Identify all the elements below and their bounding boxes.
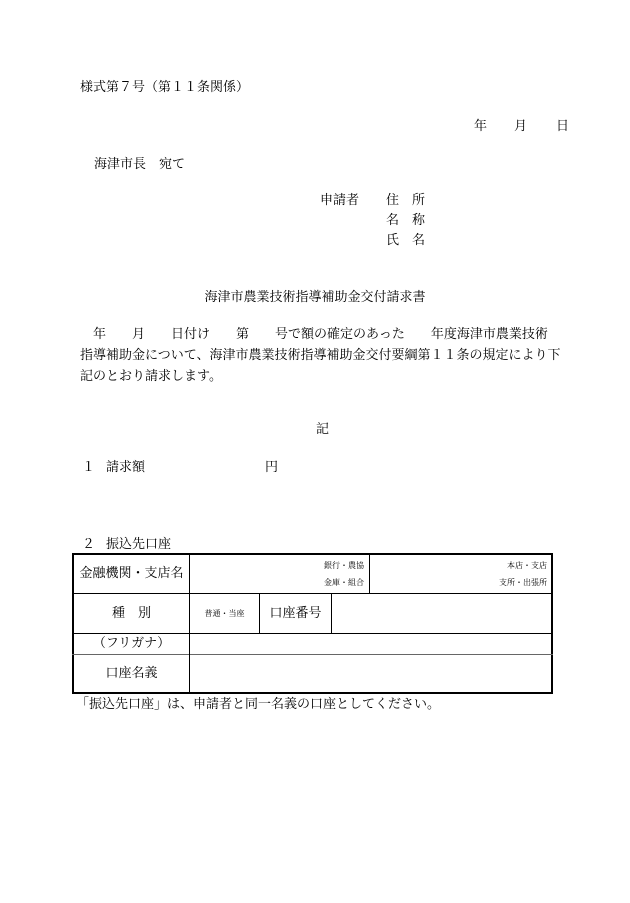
- bank-type-1: 銀行・農協: [324, 561, 364, 570]
- section1-unit: 円: [265, 460, 279, 475]
- account-holder-label: 口座名義: [105, 666, 158, 681]
- applicant-org-name-label: 名 称: [386, 213, 426, 228]
- document-title: 海津市農業技術指導補助金交付請求書: [204, 290, 426, 305]
- bank-label: 金融機関・支店名: [79, 566, 184, 581]
- ki-heading: 記: [316, 422, 330, 437]
- table-col-rule-main: [189, 553, 190, 694]
- date-month: 月: [514, 119, 528, 134]
- applicant-person-name-label: 氏 名: [386, 233, 426, 248]
- addressee: 海津市長 宛て: [94, 157, 186, 172]
- body-line-2: 指導補助金について、海津市農業技術指導補助金交付要綱第１１条の規定により下: [80, 348, 561, 363]
- kind-label: 種 別: [111, 606, 151, 621]
- branch-type-1: 本店・支店: [507, 561, 547, 570]
- account-note: 「振込先口座」は、申請者と同一名義の口座としてください。: [76, 697, 441, 712]
- account-number-label: 口座番号: [269, 606, 322, 621]
- date-year: 年: [474, 119, 488, 134]
- body-line-3: 記のとおり請求します。: [80, 369, 222, 384]
- section1-label: 請求額: [106, 460, 146, 475]
- body-line-1: 年 月 日付け 第 号で額の確定のあった 年度海津市農業技術: [80, 327, 548, 342]
- table-border-top: [72, 553, 553, 555]
- kind-value: 普通・当座: [204, 609, 245, 618]
- table-rule-1: [72, 593, 553, 594]
- date-day: 日: [556, 119, 570, 134]
- branch-type-2: 支所・出張所: [499, 578, 547, 587]
- table-rule-3: [72, 654, 553, 655]
- section2-number: ２: [82, 537, 96, 552]
- applicant-address-label: 住 所: [386, 193, 426, 208]
- form-number: 様式第７号（第１１条関係）: [80, 80, 250, 95]
- table-border-bottom: [72, 692, 553, 694]
- table-col-rule-account: [331, 593, 332, 633]
- section2-label: 振込先口座: [106, 537, 172, 552]
- table-rule-2: [72, 633, 553, 634]
- bank-type-2: 金庫・組合: [324, 578, 364, 587]
- applicant-label: 申請者: [320, 193, 360, 208]
- section1-number: １: [82, 460, 96, 475]
- table-border-right: [551, 553, 553, 694]
- furigana-label: （フリガナ）: [92, 636, 171, 651]
